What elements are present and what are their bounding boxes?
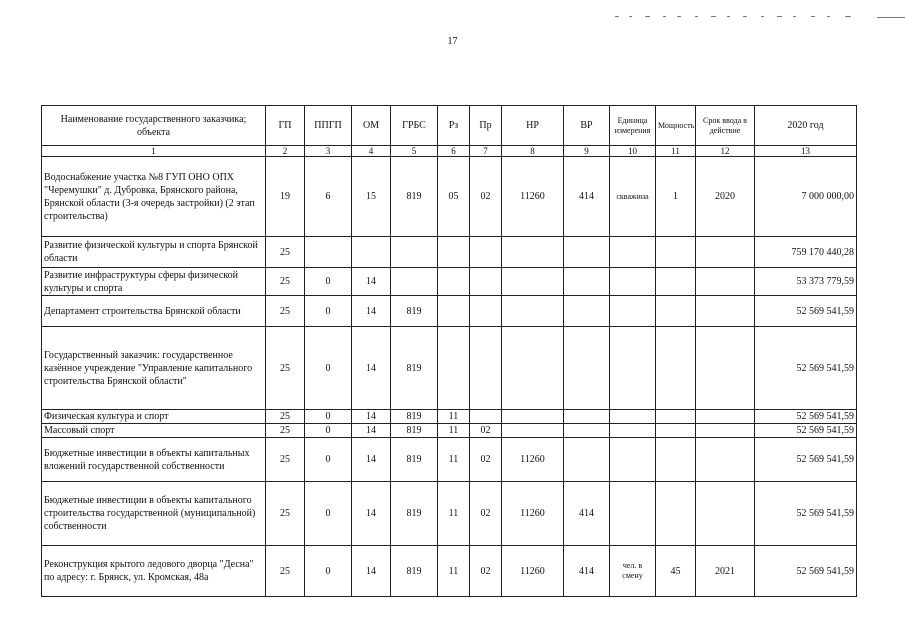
row-code-cell [656,438,696,482]
row-unit-cell: скважина [610,157,656,237]
row-code-cell: 414 [564,482,610,546]
row-code-cell: 25 [266,296,305,327]
row-code-cell [564,410,610,424]
row-code-cell [470,268,502,296]
row-code-cell [656,424,696,438]
row-code-cell: 25 [266,424,305,438]
row-code-cell [564,424,610,438]
row-code-cell: 2021 [696,546,755,597]
row-code-cell: 819 [391,157,438,237]
col-number: 8 [502,146,564,157]
row-code-cell: 0 [305,546,352,597]
row-code-cell: 0 [305,438,352,482]
row-unit-cell [610,237,656,268]
row-code-cell [564,327,610,410]
row-code-cell: 25 [266,410,305,424]
row-code-cell: 14 [352,424,391,438]
row-code-cell: 11 [438,410,470,424]
row-code-cell [470,237,502,268]
row-name-cell: Бюджетные инвестиции в объекты капитального строительства государственной (муниципальной) собственности [42,482,266,546]
row-code-cell [502,296,564,327]
row-name-cell: Департамент строительства Брянской области [42,296,266,327]
row-code-cell: 819 [391,327,438,410]
row-code-cell: 02 [470,438,502,482]
row-name-cell: Водоснабжение участка №8 ГУП ОНО ОПХ "Черемушки" д. Дубровка, Брянского района, Брянской области (3-я очередь застройки) (2 этап строительства) [42,157,266,237]
scan-speck [777,16,782,17]
row-code-cell [696,438,755,482]
row-code-cell: 25 [266,237,305,268]
scan-speck [629,16,632,17]
row-code-cell: 11 [438,424,470,438]
row-code-cell: 0 [305,296,352,327]
row-code-cell: 14 [352,327,391,410]
header-name: Наименование государственного заказчика; объекта [42,106,266,146]
row-code-cell: 11260 [502,438,564,482]
row-unit-cell [610,424,656,438]
row-unit-cell [610,327,656,410]
table-head [42,106,857,157]
table-row [42,438,857,482]
scan-speck [727,16,730,17]
row-code-cell: 414 [564,546,610,597]
scan-speck [845,16,851,17]
row-code-cell: 15 [352,157,391,237]
row-code-cell: 25 [266,546,305,597]
row-code-cell [352,237,391,268]
row-code-cell: 0 [305,424,352,438]
row-amount-cell: 52 569 541,59 [755,438,857,482]
row-amount-cell: 52 569 541,59 [755,327,857,410]
row-code-cell [502,327,564,410]
row-amount-cell: 7 000 000,00 [755,157,857,237]
table-row [42,482,857,546]
row-amount-cell: 53 373 779,59 [755,268,857,296]
row-name-cell: Массовый спорт [42,424,266,438]
scan-speck [711,16,716,17]
scan-speck [877,17,905,18]
row-code-cell: 02 [470,482,502,546]
scan-speck [761,16,764,17]
row-code-cell: 819 [391,438,438,482]
row-name-cell: Государственный заказчик: государственное казённое учреждение "Управление капитального строительства Брянской области" [42,327,266,410]
row-code-cell [696,237,755,268]
row-code-cell: 0 [305,410,352,424]
row-code-cell: 0 [305,268,352,296]
scan-specks [615,12,905,20]
row-code-cell [502,268,564,296]
row-code-cell [656,327,696,410]
header-row [42,106,857,146]
row-code-cell [502,410,564,424]
row-code-cell [391,268,438,296]
row-code-cell [696,296,755,327]
row-unit-cell [610,438,656,482]
row-code-cell: 1 [656,157,696,237]
col-number: 3 [305,146,352,157]
row-code-cell [696,327,755,410]
row-code-cell [696,410,755,424]
row-code-cell: 11 [438,438,470,482]
row-code-cell: 14 [352,482,391,546]
header-gp: ГП [266,106,305,146]
table-row [42,546,857,597]
header-capacity: Мощность [656,106,696,146]
row-code-cell [656,296,696,327]
scan-speck [743,16,747,17]
scan-speck [663,16,666,17]
header-vr: ВР [564,106,610,146]
scan-speck [827,16,830,17]
row-code-cell: 11260 [502,157,564,237]
row-amount-cell: 52 569 541,59 [755,546,857,597]
col-number: 1 [42,146,266,157]
row-code-cell [438,327,470,410]
table-row [42,424,857,438]
col-number: 13 [755,146,857,157]
header-nr: НР [502,106,564,146]
row-code-cell: 11 [438,482,470,546]
row-unit-cell [610,482,656,546]
row-code-cell [438,237,470,268]
row-code-cell: 02 [470,157,502,237]
row-amount-cell: 759 170 440,28 [755,237,857,268]
col-number: 10 [610,146,656,157]
row-code-cell: 02 [470,546,502,597]
scan-speck [695,16,698,17]
row-code-cell [564,237,610,268]
row-code-cell [656,410,696,424]
header-commissioning: Срок ввода в действие [696,106,755,146]
row-code-cell: 05 [438,157,470,237]
row-code-cell: 25 [266,482,305,546]
row-code-cell: 819 [391,410,438,424]
header-pr: Пр [470,106,502,146]
row-amount-cell: 52 569 541,59 [755,424,857,438]
col-number: 6 [438,146,470,157]
table-row [42,157,857,237]
row-code-cell: 25 [266,438,305,482]
row-code-cell: 02 [470,424,502,438]
header-year-2020: 2020 год [755,106,857,146]
col-number: 5 [391,146,438,157]
row-code-cell [470,296,502,327]
row-amount-cell: 52 569 541,59 [755,482,857,546]
header-om: ОМ [352,106,391,146]
header-unit: Единица измерения [610,106,656,146]
scan-speck [645,16,650,17]
row-code-cell [391,237,438,268]
row-unit-cell [610,268,656,296]
row-code-cell [305,237,352,268]
row-code-cell [470,327,502,410]
row-code-cell: 14 [352,296,391,327]
row-code-cell: 414 [564,157,610,237]
row-code-cell [438,296,470,327]
row-code-cell: 45 [656,546,696,597]
row-code-cell [502,237,564,268]
row-name-cell: Физическая культура и спорт [42,410,266,424]
row-code-cell [564,438,610,482]
row-code-cell: 11 [438,546,470,597]
row-code-cell: 0 [305,327,352,410]
row-code-cell: 819 [391,482,438,546]
row-code-cell: 25 [266,268,305,296]
row-code-cell: 14 [352,410,391,424]
row-code-cell: 14 [352,438,391,482]
row-code-cell: 14 [352,546,391,597]
row-code-cell: 11260 [502,546,564,597]
scan-speck [811,16,815,17]
col-number: 2 [266,146,305,157]
row-code-cell [438,268,470,296]
table-row [42,327,857,410]
row-code-cell: 19 [266,157,305,237]
row-code-cell: 2020 [696,157,755,237]
row-code-cell: 14 [352,268,391,296]
header-grbs: ГРБС [391,106,438,146]
table-row [42,410,857,424]
row-code-cell [696,482,755,546]
page-number: 17 [447,36,458,47]
row-code-cell: 819 [391,424,438,438]
col-number: 11 [656,146,696,157]
row-name-cell: Реконструкция крытого ледового дворца "Десна" по адресу: г. Брянск, ул. Кромская, 48а [42,546,266,597]
col-number: 12 [696,146,755,157]
scan-speck [677,16,681,17]
row-code-cell: 6 [305,157,352,237]
table-row [42,237,857,268]
row-name-cell: Развитие физической культуры и спорта Брянской области [42,237,266,268]
table-row [42,296,857,327]
row-code-cell [696,268,755,296]
row-code-cell [564,268,610,296]
row-code-cell [656,237,696,268]
col-number: 9 [564,146,610,157]
row-code-cell [656,268,696,296]
row-code-cell: 0 [305,482,352,546]
row-code-cell: 819 [391,296,438,327]
row-amount-cell: 52 569 541,59 [755,410,857,424]
row-code-cell: 819 [391,546,438,597]
row-amount-cell: 52 569 541,59 [755,296,857,327]
row-name-cell: Развитие инфраструктуры сферы физической культуры и спорта [42,268,266,296]
row-code-cell [564,296,610,327]
row-code-cell [502,424,564,438]
header-ppgp: ППГП [305,106,352,146]
header-rz: Рз [438,106,470,146]
row-code-cell [656,482,696,546]
scan-speck [793,16,796,17]
budget-table [41,105,857,597]
row-unit-cell [610,296,656,327]
scan-speck [615,16,619,17]
row-code-cell: 11260 [502,482,564,546]
row-code-cell [470,410,502,424]
row-unit-cell [610,410,656,424]
row-code-cell: 25 [266,327,305,410]
column-number-row [42,146,857,157]
table-body [42,157,857,597]
row-code-cell [696,424,755,438]
col-number: 7 [470,146,502,157]
row-unit-cell: чел. в смену [610,546,656,597]
table-row [42,268,857,296]
row-name-cell: Бюджетные инвестиции в объекты капитальных вложений государственной собственности [42,438,266,482]
col-number: 4 [352,146,391,157]
